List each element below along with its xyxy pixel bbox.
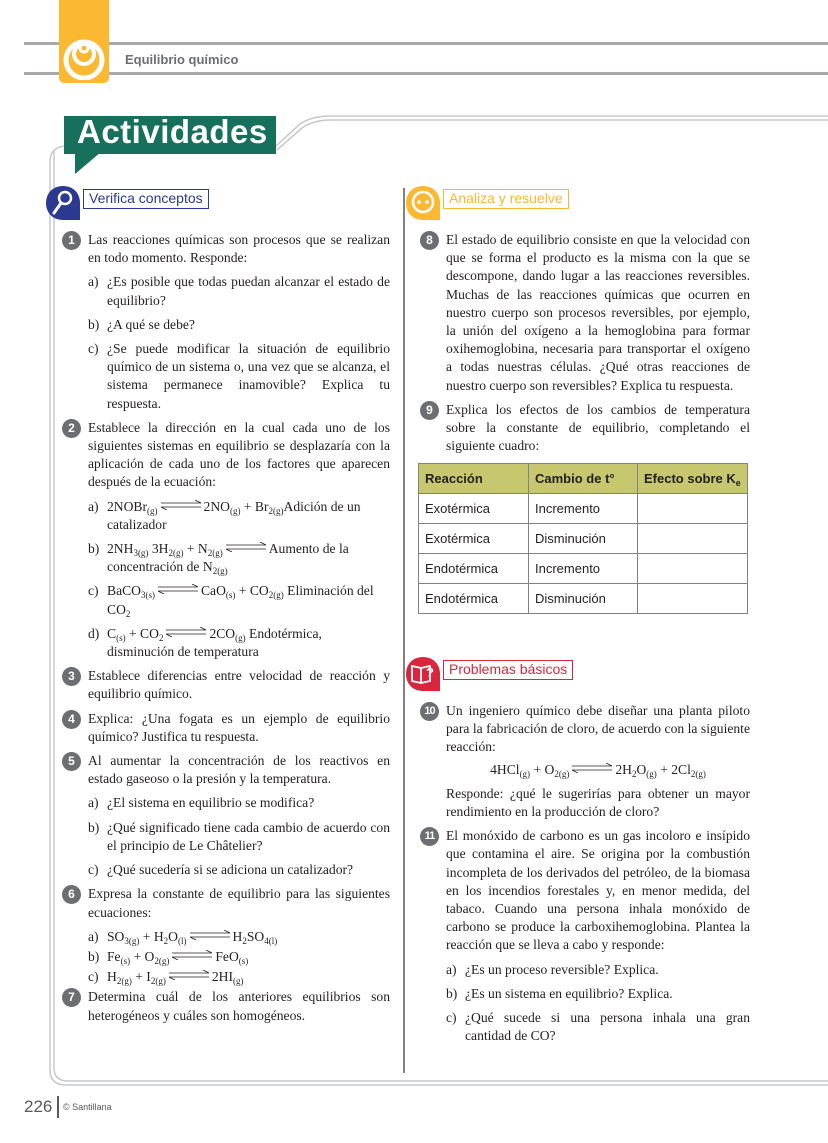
- table-cell: Incremento: [529, 494, 638, 524]
- equation: $2NH_{3(g)}$ $3H_{2(g)} + N_{2(g)}$: [107, 541, 269, 556]
- question-3: [60, 667, 390, 703]
- table-row: [419, 524, 748, 554]
- item-text: ¿Qué sucedería si se adiciona un catalizador?: [107, 862, 354, 878]
- question-2a: [60, 498, 390, 534]
- column-header: Reacción: [419, 464, 529, 494]
- table-cell-blank[interactable]: [638, 554, 748, 584]
- equation: 2NOBr$_{(g)}$ $2NO_{(g)} + Br_{2(g)}$: [107, 498, 284, 516]
- column-header: Cambio de t°: [529, 464, 638, 494]
- table-cell: Disminución: [529, 584, 638, 614]
- item-letter: b): [88, 948, 100, 964]
- item-letter: b): [446, 985, 458, 1001]
- concentric-rings-icon: [63, 36, 105, 80]
- equilibrium-arrow-icon: [161, 500, 201, 510]
- question-2b: b) $2NH_{3(g)}$ $3H_{2(g)} + N_{2(g)}$ Aumento de la concentración de $N_{2(g)}$: [88, 541, 349, 577]
- equilibrium-arrow-icon: [158, 584, 198, 594]
- question-text: Explica los efectos de los cambios de temperatura sobre la constante de equilibrio, completando el siguiente cuadro:: [446, 401, 750, 454]
- question-2d: [60, 625, 390, 661]
- table-row: [419, 554, 748, 584]
- section-label: Analiza y resuelve: [443, 189, 569, 209]
- equation: $H_{2(g)} + I_{2(g)}$ $2HI_{(g)}$: [107, 969, 244, 987]
- question-1b: [60, 316, 390, 334]
- question-text: Un ingeniero químico debe diseñar una planta piloto para la fabricación de cloro, de acuerdo con la siguiente reacción:: [446, 703, 750, 755]
- book-question-icon: [405, 656, 441, 692]
- item-letter: c): [446, 1010, 457, 1026]
- right-column-bottom: [418, 702, 750, 1051]
- equation: $C_{(s)} + CO_2$ $2CO_{(g)}$: [107, 625, 246, 643]
- section-label: Verifica conceptos: [83, 189, 209, 209]
- chapter-title: Equilibrio químico: [125, 52, 239, 67]
- item-letter: c): [88, 583, 99, 599]
- question-number-badge: 4: [62, 710, 81, 729]
- equilibrium-arrow-icon: [169, 970, 209, 980]
- question-8: [418, 231, 750, 395]
- question-11a: [418, 961, 750, 979]
- question-1: [60, 231, 390, 267]
- chlorine-equation: $4HCl_{(g)} + O_{2(g)}$ $2H_2O_{(g)} + 2Cl_{2(g)}$: [490, 761, 706, 779]
- question-2c: c) BaCO$_{3(s)}$ $CaO_{(s)} + CO_{2(g)}$ Eliminación del $CO_2$: [88, 583, 374, 619]
- header-rule-top: [24, 42, 828, 45]
- banner-speech-tail: [75, 152, 101, 174]
- item-letter: d): [88, 625, 100, 641]
- question-11: [418, 827, 750, 954]
- question-11b: [418, 985, 750, 1003]
- question-6: [60, 885, 390, 921]
- question-9: [418, 401, 750, 456]
- column-divider: [403, 188, 405, 1073]
- item-letter: a): [88, 795, 99, 811]
- question-text: Al aumentar la concentración de los reactivos en estado gaseoso o la presión y la temperatura.: [88, 753, 390, 787]
- table-row: [419, 494, 748, 524]
- factor-text: Adición de un catalizador: [107, 498, 361, 532]
- question-number-badge: 2: [62, 419, 81, 438]
- equilibrium-arrow-icon: [226, 542, 266, 552]
- column-header-subscript: e: [735, 477, 741, 488]
- question-text: Las reacciones químicas son procesos que se realizan en todo momento. Responde:: [88, 232, 390, 266]
- table-row: [419, 584, 748, 614]
- question-text: El monóxido de carbono es un gas incoloro e insípido que contamina el aire. Se origina por la combustión incompleta de los derivados del petróleo, de la biomasa en los incendios forestales y, en menor medida, del tabaco. Cuando una persona inhala monóxido de carbono se produce la carboxihemoglobina. Plantea la reacción que se lleva a cabo y responde:: [446, 828, 750, 953]
- chapter-tab: [59, 0, 109, 83]
- item-text: ¿Se puede modificar la situación de equilibrio químico de un sistema o, una vez que se alcanza, el sistema permanece inamovible? Explica tu respuesta.: [107, 341, 390, 411]
- header-rule-bottom: [24, 72, 828, 75]
- equilibrium-arrow-icon: [166, 627, 206, 637]
- item-text: ¿Qué sucede si una persona inhala una gran cantidad de CO?: [465, 1010, 750, 1044]
- magnifier-icon: [45, 185, 81, 221]
- factor-text: Endotérmica, disminución de temperatura: [107, 625, 322, 660]
- smiley-face-icon: [405, 185, 441, 221]
- question-2: [60, 419, 390, 492]
- item-text: ¿Es posible que todas puedan alcanzar el estado de equilibrio?: [107, 274, 390, 308]
- question-text: Expresa la constante de equilibrio para las siguientes ecuaciones:: [88, 886, 390, 920]
- question-4: [60, 710, 390, 746]
- question-5: [60, 752, 390, 788]
- left-column: [60, 231, 390, 1031]
- equilibrium-arrow-icon: [172, 950, 212, 960]
- item-letter: b): [88, 316, 100, 332]
- table-cell: Exotérmica: [419, 494, 529, 524]
- table-cell: Exotérmica: [419, 524, 529, 554]
- question-number-badge: 10: [420, 702, 439, 721]
- equilibrium-arrow-icon: [190, 930, 230, 940]
- table-cell: Disminución: [529, 524, 638, 554]
- column-header: [638, 464, 748, 494]
- page-number: 226: [24, 1097, 53, 1116]
- question-text: Determina cuál de los anteriores equilibrios son heterogéneos y cuáles son homogéneos.: [88, 989, 390, 1023]
- equation: $Fe_{(s)} + O_{2(g)}$ FeO$_{(s)}$: [107, 948, 249, 966]
- question-10-followup: [418, 785, 750, 821]
- copyright: © Santillana: [63, 1102, 112, 1112]
- factor-text: Aumento de la concentración de N: [107, 541, 349, 575]
- question-1c: [60, 340, 390, 413]
- question-text: Responde: ¿qué le sugerirías para obtener un mayor rendimiento en la producción de cloro?: [446, 785, 750, 820]
- question-number-badge: 3: [62, 667, 81, 686]
- question-10: [418, 702, 750, 757]
- item-letter: c): [88, 969, 99, 985]
- item-letter: c): [88, 862, 99, 878]
- question-number-badge: 9: [420, 401, 439, 420]
- item-text: ¿Qué significado tiene cada cambio de acuerdo con el principio de Le Châtelier?: [107, 819, 390, 853]
- question-5a: [60, 794, 390, 812]
- item-letter: a): [88, 274, 99, 290]
- item-letter: a): [446, 961, 457, 977]
- question-6c: [60, 968, 390, 986]
- item-letter: a): [88, 928, 99, 944]
- equilibrium-arrow-icon: [572, 763, 612, 773]
- item-text: ¿Es un sistema en equilibrio? Explica.: [465, 985, 673, 1001]
- section-label: Problemas básicos: [443, 660, 573, 680]
- table-cell-blank[interactable]: [638, 494, 748, 524]
- item-text: ¿Es un proceso reversible? Explica.: [465, 961, 659, 977]
- question-text: Establece diferencias entre velocidad de reacción y equilibrio químico.: [88, 668, 390, 702]
- item-text: ¿El sistema en equilibrio se modifica?: [107, 795, 315, 811]
- question-6b: [60, 948, 390, 966]
- temperature-effect-table: [418, 463, 748, 614]
- table-cell-blank[interactable]: [638, 524, 748, 554]
- table-cell-blank[interactable]: [638, 584, 748, 614]
- question-5b: [60, 819, 390, 855]
- table-cell: Endotérmica: [419, 584, 529, 614]
- question-number-badge: 5: [62, 752, 81, 771]
- question-1a: [60, 273, 390, 309]
- question-text: Establece la dirección en la cual cada uno de los siguientes sistemas en equilibrio se desplazaría con la aplicación de cada uno de los factores que aparecen después de la ecuación:: [88, 419, 390, 490]
- question-number-badge: 1: [62, 231, 81, 250]
- activities-title: Actividades: [77, 113, 268, 150]
- equation: BaCO$_{3(s)}$ $CaO_{(s)} + CO_{2(g)}$: [107, 583, 284, 601]
- column-header-text: Efecto sobre K: [644, 470, 736, 486]
- item-letter: a): [88, 498, 99, 514]
- equation: $SO_{3(g)} + H_2O_{(l)}$ $H_2SO_{4(l)}$: [107, 928, 278, 946]
- svg-text:?: ?: [426, 665, 434, 680]
- question-number-badge: 8: [420, 231, 439, 250]
- question-number-badge: 11: [420, 827, 439, 846]
- question-6a: [60, 928, 390, 946]
- question-11c: [418, 1009, 750, 1045]
- question-text: El estado de equilibrio consiste en que la velocidad con que se forma el producto es la misma con la que se descompone, dando lugar a las reacciones reversibles. Muchas de las reacciones químicas que ocurren en nuestro cuerpo son procesos reversibles, por ejemplo, la unión del oxígeno a la hemoglobina para formar oxihemoglobina, necesaria para transportar el oxígeno a todas nuestras células. ¿Qué otras reacciones de nuestro cuerpo son reversibles? Explica tu respuesta.: [446, 232, 750, 393]
- footer-divider: [57, 1096, 59, 1118]
- right-column-top: [418, 231, 750, 614]
- item-text: ¿A qué se debe?: [107, 316, 195, 332]
- question-5c: [60, 861, 390, 879]
- factor-text: Eliminación del CO: [107, 583, 374, 617]
- item-letter: b): [88, 819, 100, 835]
- item-letter: b): [88, 541, 100, 557]
- table-cell: Endotérmica: [419, 554, 529, 584]
- question-number-badge: 6: [62, 885, 81, 904]
- item-letter: c): [88, 341, 99, 357]
- question-7: [60, 988, 390, 1024]
- question-number-badge: 7: [62, 988, 81, 1007]
- question-text: Explica: ¿Una fogata es un ejemplo de equilibrio químico? Justifica tu respuesta.: [88, 710, 390, 744]
- table-cell: Incremento: [529, 554, 638, 584]
- table-header-row: [419, 464, 748, 494]
